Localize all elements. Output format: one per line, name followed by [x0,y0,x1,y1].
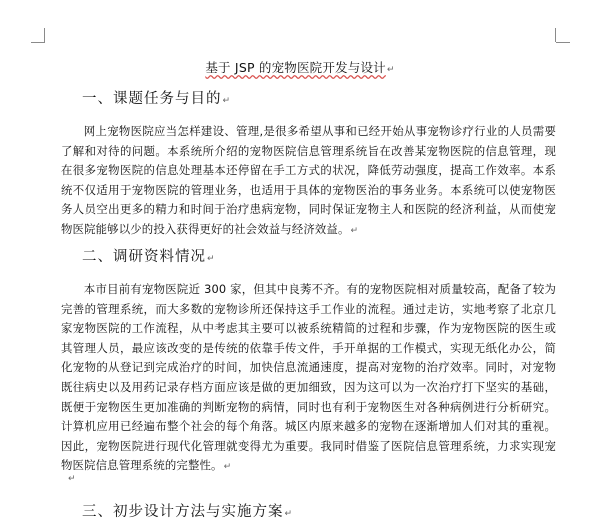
paragraph-mark-icon: ↵ [222,96,232,106]
document-title[interactable] [0,58,600,76]
section-heading-1[interactable] [82,87,231,108]
section-heading-3[interactable] [82,500,293,521]
crop-mark-top-right-horizontal [556,42,570,43]
paragraph-mark-icon: ↵ [207,254,216,264]
paragraph-mark-icon: ↵ [350,225,359,236]
section-paragraph-1[interactable] [61,122,556,242]
section-paragraph-2-text[interactable]: 本市目前有宠物医院近 300 家，但其中良莠不齐。有的宠物医院相对质量较高，配备了较为完善的管理系统，而大多数的宠物诊所还保持这手工作业的流程。通过走访，实地考察了北京几家宠物医院的工作流程，从中考虑其主要可以被系统精简的过程和步骤，作为宠物医院的医生或其管理人员，最应该改变的是传统的依靠手传文件，手开单据的工作模式，实现无纸化办公，简化宠物的从登记到完成治疗的时间，加快信息流通速度，提高对宠物的治疗效率。同时，对宠物既往病史以及用药记录存档方面应该是做的更加细致，因为这可以为一次治疗打下坚实的基础，既便于宠物医生更加准确的判断宠物的病情，同时也有利于宠物医生对各种病例进行分析研究。计算机应用已经遍布整个社会的每个角落。城区内原来越多的宠物在逐渐增加人们对其的重视。因此，宠物医院进行现代化管理就变得尤为重要。我同时借鉴了医院信息管理系统，力求实现宠物医院信息管理系统的完整性。 [61,282,556,473]
section-heading-2[interactable] [82,245,216,266]
section-heading-1-text[interactable]: 一、课题任务与目的 [82,91,222,107]
paragraph-mark-icon: ↵ [223,462,232,473]
paragraph-mark-icon: ↵ [284,509,294,519]
section-paragraph-1-text[interactable]: 网上宠物医院应当怎样建设、管理,是很多希望从事和已经开始从事宠物诊疗行业的人员需要了解和对待的问题。本系统所介绍的宠物医院信息管理系统旨在改善某宠物医院的信息管理，现在很多宠物医院的信息处理基本还停留在手工方式的状况，降低劳动强度，提高工作效率。本系统不仅适用于宠物医院的管理业务，也适用于具体的宠物医治的事务业务。本系统可以使宠物医务人员空出更多的精力和时间于治疗患病宠物，同时保证宠物主人和医院的经济利益，从而使宠物医院能够以少的投入获得更好的社会效益与经济效益。 [61,124,556,236]
crop-mark-top-right-vertical [555,28,556,42]
paragraph-mark-icon: ↵ [386,65,395,75]
crop-mark-top-left-horizontal [31,42,45,43]
crop-mark-top-left-vertical [44,28,45,42]
document-title-text[interactable]: 基于 JSP 的宠物医院开发与设计 [205,60,386,75]
section-heading-3-text[interactable]: 三、初步设计方法与实施方案 [82,504,284,520]
empty-paragraph-mark-icon: ↵ [68,474,76,484]
section-heading-2-text[interactable]: 二、调研资料情况 [82,249,206,265]
section-paragraph-2[interactable] [61,280,556,478]
